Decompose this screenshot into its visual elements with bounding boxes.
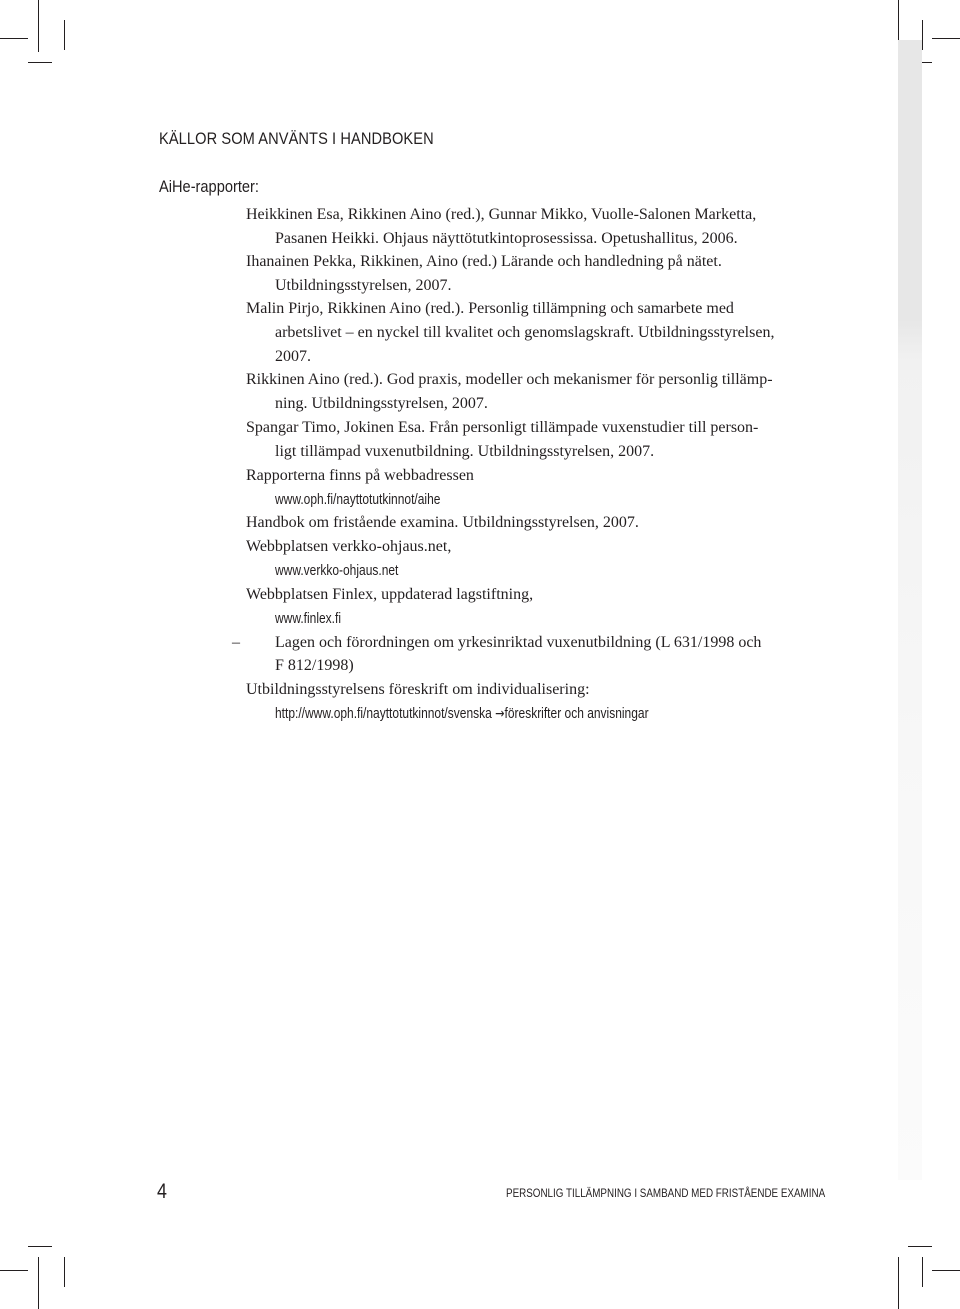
margin-tint [898, 40, 922, 1180]
reference-line: 2007. [275, 348, 311, 365]
crop-mark [898, 1257, 899, 1309]
crop-mark [38, 0, 39, 52]
reference-line: Heikkinen Esa, Rikkinen Aino (red.), Gunnar Mikko, Vuolle-Salonen Marketta, [246, 206, 757, 223]
reference-line: Lagen och förordningen om yrkesinriktad vuxenutbildning (L 631/1998 och [275, 634, 762, 651]
arrow-right-icon: → [495, 706, 505, 722]
running-footer: PERSONLIG TILLÄMPNING I SAMBAND MED FRISTÅENDE EXAMINA [506, 1186, 826, 1200]
reference-line: Malin Pirjo, Rikkinen Aino (red.). Personlig tillämpning och samarbete med [246, 300, 734, 317]
web-link[interactable]: www.verkko-ohjaus.net [275, 562, 399, 579]
crop-mark [932, 1270, 960, 1271]
reference-line: Rapporterna finns på webbadressen [246, 467, 474, 484]
crop-mark [64, 20, 65, 50]
web-link[interactable]: www.oph.fi/nayttotutkinnot/aihe [275, 491, 441, 508]
crop-mark [38, 1257, 39, 1309]
reference-line: Webbplatsen Finlex, uppdaterad lagstiftning, [246, 586, 534, 603]
web-link[interactable]: www.finlex.fi [275, 610, 342, 627]
reference-line: Ihanainen Pekka, Rikkinen, Aino (red.) Lärande och handledning på nätet. [246, 253, 722, 270]
link-url: http://www.oph.fi/nayttotutkinnot/svenska [275, 705, 492, 722]
reference-line: ligt tillämpad vuxenutbildning. Utbildningsstyrelsen, 2007. [275, 443, 655, 460]
reference-line: ning. Utbildningsstyrelsen, 2007. [275, 395, 488, 412]
crop-mark [28, 1246, 52, 1247]
reference-line: Utbildningsstyrelsens föreskrift om individualisering: [246, 681, 590, 698]
crop-mark [0, 1270, 28, 1271]
reference-line: Webbplatsen verkko-ohjaus.net, [246, 538, 452, 555]
crop-mark [922, 1257, 923, 1287]
crop-mark [932, 38, 960, 39]
reference-line: Spangar Timo, Jokinen Esa. Från personligt tillämpade vuxenstudier till person- [246, 419, 759, 436]
link-suffix: föreskrifter och anvisningar [504, 705, 649, 722]
web-link[interactable] [275, 704, 649, 724]
reference-line: Utbildningsstyrelsen, 2007. [275, 277, 452, 294]
page-number: 4 [157, 1180, 167, 1203]
crop-mark [0, 38, 28, 39]
reference-line: Handbok om fristående examina. Utbildningsstyrelsen, 2007. [246, 514, 639, 531]
reference-line: arbetslivet – en nyckel till kvalitet och genomslagskraft. Utbildningsstyrelsen, [275, 324, 775, 341]
section-heading: AiHe-rapporter: [159, 177, 259, 196]
list-dash: – [232, 634, 240, 651]
reference-line: F 812/1998) [275, 657, 354, 674]
reference-line: Pasanen Heikki. Ohjaus näyttötutkintoprosessissa. Opetushallitus, 2006. [275, 230, 738, 247]
crop-mark [922, 20, 923, 50]
page-title: KÄLLOR SOM ANVÄNTS I HANDBOKEN [159, 129, 434, 148]
crop-mark [908, 1246, 932, 1247]
crop-mark [64, 1257, 65, 1287]
reference-line: Rikkinen Aino (red.). God praxis, modeller och mekanismer för personlig tillämp- [246, 371, 773, 388]
crop-mark [28, 62, 52, 63]
